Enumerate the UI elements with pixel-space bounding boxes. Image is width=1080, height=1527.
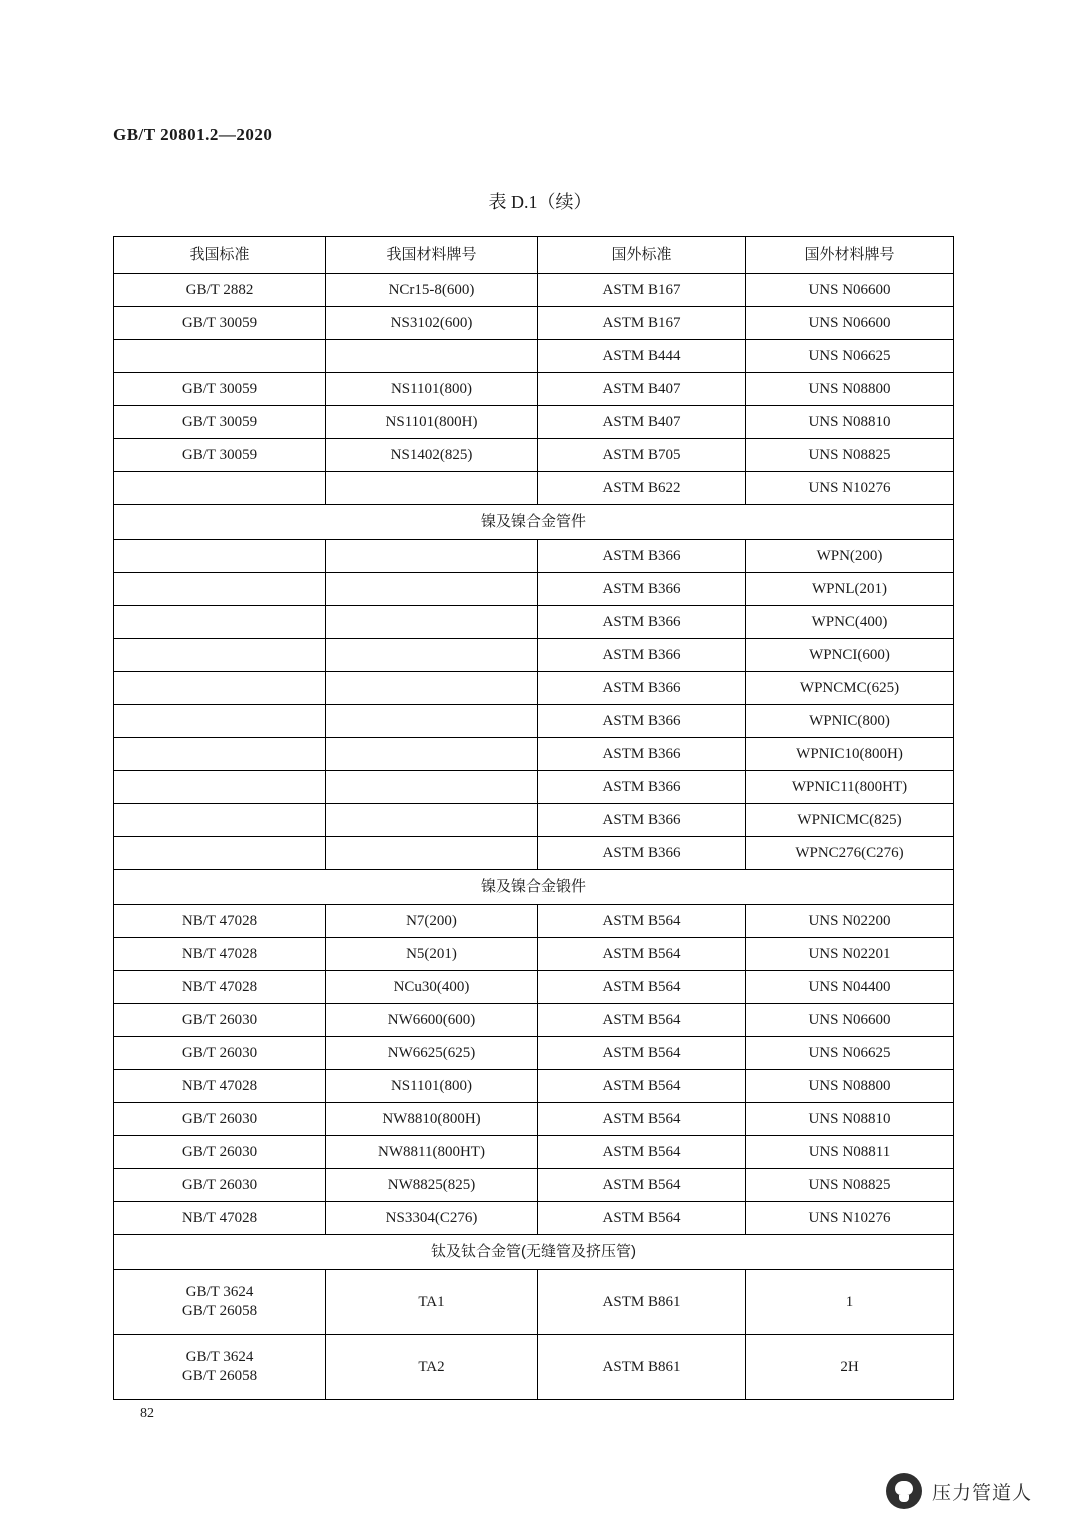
table-cell-empty — [326, 540, 538, 573]
table-row — [114, 573, 954, 606]
table-cell-empty — [114, 672, 326, 705]
table-row — [114, 340, 954, 373]
watermark-label: 压力管道人 — [931, 1482, 1032, 1504]
table-row — [114, 1169, 954, 1202]
table-cell-empty — [114, 771, 326, 804]
table-cell: WPNIC(800) — [746, 705, 954, 738]
table-cell: UNS N06600 — [746, 307, 954, 340]
table-cell-empty — [114, 573, 326, 606]
table-cell: NB/T 47028 — [114, 971, 326, 1004]
table-cell: UNS N06625 — [746, 1037, 954, 1070]
table-cell: UNS N06600 — [746, 274, 954, 307]
table-cell: ASTM B564 — [538, 1004, 746, 1037]
column-header: 我国标准 — [114, 237, 326, 274]
materials-table — [113, 236, 954, 1400]
table-cell-empty — [114, 639, 326, 672]
table-cell: ASTM B564 — [538, 1169, 746, 1202]
table-cell: UNS N02201 — [746, 938, 954, 971]
table-cell: WPNCMC(625) — [746, 672, 954, 705]
table-cell: ASTM B366 — [538, 738, 746, 771]
table-cell: UNS N06625 — [746, 340, 954, 373]
wechat-account-icon — [886, 1473, 922, 1509]
table-cell: WPN(200) — [746, 540, 954, 573]
table-cell: GB/T 26030 — [114, 1037, 326, 1070]
column-header: 我国材料牌号 — [326, 237, 538, 274]
table-cell: ASTM B564 — [538, 971, 746, 1004]
table-cell: ASTM B564 — [538, 1037, 746, 1070]
table-cell: WPNC(400) — [746, 606, 954, 639]
table-row — [114, 1270, 954, 1335]
table-cell-empty — [326, 705, 538, 738]
table-row — [114, 373, 954, 406]
table-cell: UNS N10276 — [746, 1202, 954, 1235]
table-cell: N7(200) — [326, 905, 538, 938]
table-cell: GB/T 2882 — [114, 274, 326, 307]
table-row — [114, 971, 954, 1004]
table-cell: WPNC276(C276) — [746, 837, 954, 870]
section-label: 钛及钛合金管(无缝管及挤压管) — [114, 1235, 954, 1270]
table-cell-empty — [114, 606, 326, 639]
table-cell: NCr15-8(600) — [326, 274, 538, 307]
table-cell: UNS N06600 — [746, 1004, 954, 1037]
table-cell: NW6625(625) — [326, 1037, 538, 1070]
table-cell: NB/T 47028 — [114, 938, 326, 971]
table-cell: ASTM B564 — [538, 1136, 746, 1169]
table-cell-empty — [326, 606, 538, 639]
table-cell: ASTM B366 — [538, 573, 746, 606]
section-label: 镍及镍合金锻件 — [114, 870, 954, 905]
table-cell-empty — [326, 639, 538, 672]
table-cell: GB/T 26030 — [114, 1004, 326, 1037]
table-cell: N5(201) — [326, 938, 538, 971]
table-cell: GB/T 3624 GB/T 26058 — [114, 1270, 326, 1335]
table-cell: ASTM B861 — [538, 1270, 746, 1335]
table-row — [114, 837, 954, 870]
table-cell: ASTM B564 — [538, 1103, 746, 1136]
table-cell: UNS N08825 — [746, 1169, 954, 1202]
table-cell: UNS N08800 — [746, 1070, 954, 1103]
table-cell: ASTM B564 — [538, 1070, 746, 1103]
table-cell: NS3304(C276) — [326, 1202, 538, 1235]
table-cell-empty — [326, 573, 538, 606]
table-row — [114, 1037, 954, 1070]
table-cell: UNS N08811 — [746, 1136, 954, 1169]
table-cell-empty — [326, 804, 538, 837]
table-cell: GB/T 3624 GB/T 26058 — [114, 1335, 326, 1400]
table-cell: GB/T 30059 — [114, 406, 326, 439]
page-number: 82 — [140, 1406, 154, 1421]
table-cell: UNS N08810 — [746, 1103, 954, 1136]
page-header-standard-code: GB/T 20801.2—2020 — [113, 125, 273, 144]
table-row — [114, 439, 954, 472]
table-cell: ASTM B366 — [538, 837, 746, 870]
table-cell: ASTM B705 — [538, 439, 746, 472]
table-row — [114, 705, 954, 738]
table-cell: UNS N02200 — [746, 905, 954, 938]
table-cell-empty — [326, 472, 538, 505]
table-cell: ASTM B407 — [538, 373, 746, 406]
table-row — [114, 472, 954, 505]
table-cell-empty — [114, 472, 326, 505]
table-cell: WPNIC10(800H) — [746, 738, 954, 771]
table-cell-empty — [114, 540, 326, 573]
table-row — [114, 606, 954, 639]
table-section-row — [114, 1235, 954, 1270]
section-label: 镍及镍合金管件 — [114, 505, 954, 540]
table-row — [114, 1335, 954, 1400]
table-cell: ASTM B366 — [538, 771, 746, 804]
table-cell: ASTM B366 — [538, 606, 746, 639]
table-section-row — [114, 870, 954, 905]
table-row — [114, 406, 954, 439]
table-cell: TA2 — [326, 1335, 538, 1400]
table-cell: NW6600(600) — [326, 1004, 538, 1037]
table-cell: UNS N04400 — [746, 971, 954, 1004]
table-row — [114, 804, 954, 837]
table-row — [114, 771, 954, 804]
table-row — [114, 1004, 954, 1037]
table-row — [114, 540, 954, 573]
table-cell: WPNICMC(825) — [746, 804, 954, 837]
table-cell-empty — [114, 705, 326, 738]
watermark — [886, 1473, 1032, 1509]
table-cell: UNS N08810 — [746, 406, 954, 439]
table-cell: 1 — [746, 1270, 954, 1335]
table-header-row — [114, 237, 954, 274]
table-cell: GB/T 30059 — [114, 373, 326, 406]
table-cell: WPNIC11(800HT) — [746, 771, 954, 804]
table-cell: UNS N08825 — [746, 439, 954, 472]
table-cell: ASTM B366 — [538, 540, 746, 573]
table-cell: ASTM B861 — [538, 1335, 746, 1400]
table-cell: NS1101(800) — [326, 373, 538, 406]
table-cell: ASTM B564 — [538, 938, 746, 971]
table-row — [114, 1202, 954, 1235]
table-cell: NB/T 47028 — [114, 905, 326, 938]
table-cell: ASTM B366 — [538, 672, 746, 705]
table-row — [114, 905, 954, 938]
table-title: 表 D.1（续） — [488, 192, 592, 212]
table-cell: NS1101(800H) — [326, 406, 538, 439]
table-cell-empty — [326, 771, 538, 804]
table-cell: 2H — [746, 1335, 954, 1400]
table-row — [114, 938, 954, 971]
table-cell: ASTM B366 — [538, 705, 746, 738]
table-row — [114, 274, 954, 307]
table-row — [114, 1136, 954, 1169]
table-cell: ASTM B407 — [538, 406, 746, 439]
table-cell: NB/T 47028 — [114, 1202, 326, 1235]
table-cell: GB/T 26030 — [114, 1103, 326, 1136]
table-cell: NS3102(600) — [326, 307, 538, 340]
table-cell: ASTM B564 — [538, 1202, 746, 1235]
table-cell: GB/T 26030 — [114, 1169, 326, 1202]
table-cell: ASTM B167 — [538, 274, 746, 307]
column-header: 国外标准 — [538, 237, 746, 274]
table-row — [114, 1103, 954, 1136]
column-header: 国外材料牌号 — [746, 237, 954, 274]
table-cell: GB/T 30059 — [114, 439, 326, 472]
table-row — [114, 639, 954, 672]
table-cell-empty — [326, 340, 538, 373]
table-cell-empty — [326, 837, 538, 870]
table-cell: ASTM B366 — [538, 804, 746, 837]
table-row — [114, 738, 954, 771]
table-cell: NW8825(825) — [326, 1169, 538, 1202]
table-cell: NS1402(825) — [326, 439, 538, 472]
table-cell: UNS N10276 — [746, 472, 954, 505]
table-cell: ASTM B366 — [538, 639, 746, 672]
table-cell: NW8810(800H) — [326, 1103, 538, 1136]
table-section-row — [114, 505, 954, 540]
table-cell: GB/T 26030 — [114, 1136, 326, 1169]
table-cell: GB/T 30059 — [114, 307, 326, 340]
table-cell: ASTM B444 — [538, 340, 746, 373]
table-cell-empty — [326, 738, 538, 771]
table-cell: WPNCI(600) — [746, 639, 954, 672]
table-cell: TA1 — [326, 1270, 538, 1335]
table-cell-empty — [114, 340, 326, 373]
table-cell-empty — [114, 804, 326, 837]
table-row — [114, 1070, 954, 1103]
table-row — [114, 307, 954, 340]
table-cell: NW8811(800HT) — [326, 1136, 538, 1169]
table-cell: ASTM B622 — [538, 472, 746, 505]
table-cell-empty — [326, 672, 538, 705]
table-cell: NCu30(400) — [326, 971, 538, 1004]
table-row — [114, 672, 954, 705]
table-cell: NB/T 47028 — [114, 1070, 326, 1103]
table-cell: WPNL(201) — [746, 573, 954, 606]
table-cell-empty — [114, 837, 326, 870]
table-cell-empty — [114, 738, 326, 771]
table-cell: ASTM B564 — [538, 905, 746, 938]
table-container — [113, 236, 953, 1400]
table-cell: NS1101(800) — [326, 1070, 538, 1103]
table-cell: UNS N08800 — [746, 373, 954, 406]
table-cell: ASTM B167 — [538, 307, 746, 340]
